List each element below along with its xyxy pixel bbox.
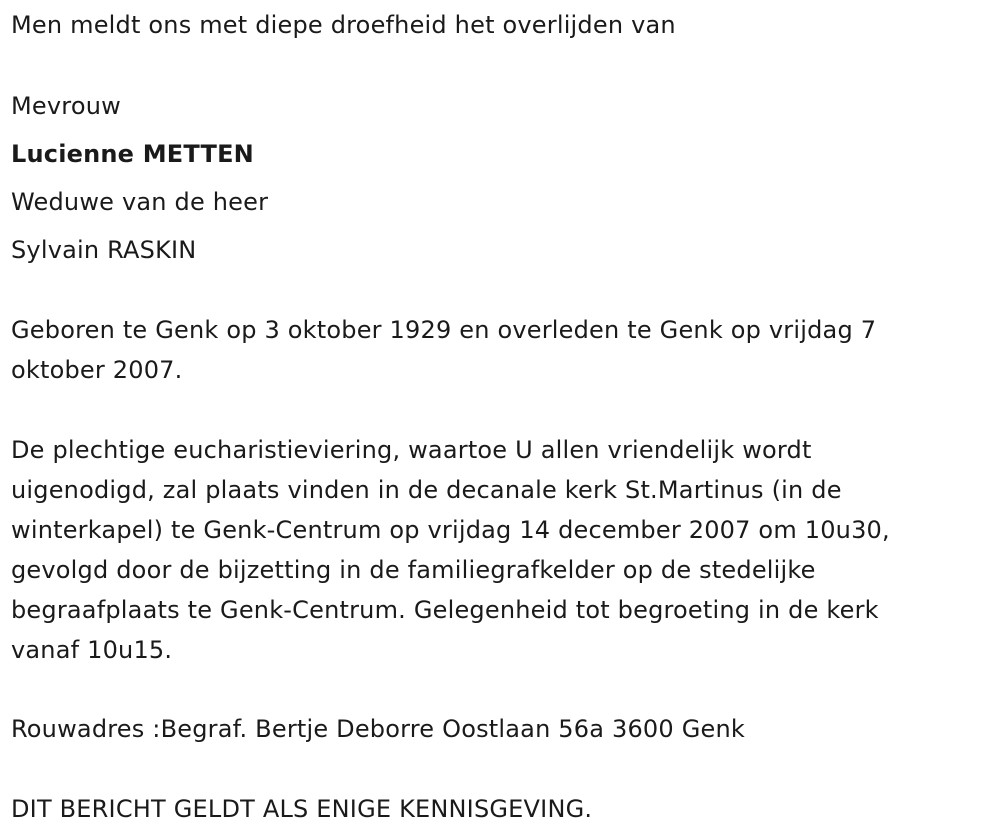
paragraph-line: oktober 2007. [11, 356, 183, 384]
birth-death-paragraph [11, 310, 986, 390]
ceremony-paragraph [11, 430, 986, 670]
paragraph-line: uigenodigd, zal plaats vinden in de decanale kerk St.Martinus (in de [11, 476, 842, 504]
deceased-name: Lucienne METTEN [11, 140, 254, 168]
title-text: Mevrouw [11, 92, 121, 120]
paragraph-line: winterkapel) te Genk-Centrum op vrijdag 14 december 2007 om 10u30, [11, 516, 890, 544]
address-text: Rouwadres :Begraf. Bertje Deborre Oostlaan 56a 3600 Genk [11, 715, 745, 743]
spouse-name: Sylvain RASKIN [11, 236, 197, 264]
paragraph-line: gevolgd door de bijzetting in de familiegrafkelder op de stedelijke [11, 556, 816, 584]
relation-text: Weduwe van de heer [11, 188, 269, 216]
paragraph-line: begraafplaats te Genk-Centrum. Gelegenheid tot begroeting in de kerk [11, 596, 879, 624]
closing-text: DIT BERICHT GELDT ALS ENIGE KENNISGEVING. [11, 795, 593, 823]
paragraph-line: Geboren te Genk op 3 oktober 1929 en overleden te Genk op vrijdag 7 [11, 316, 877, 344]
paragraph-line: vanaf 10u15. [11, 636, 173, 664]
intro-text: Men meldt ons met diepe droefheid het overlijden van [11, 11, 676, 39]
paragraph-line: De plechtige eucharistieviering, waartoe U allen vriendelijk wordt [11, 436, 812, 464]
